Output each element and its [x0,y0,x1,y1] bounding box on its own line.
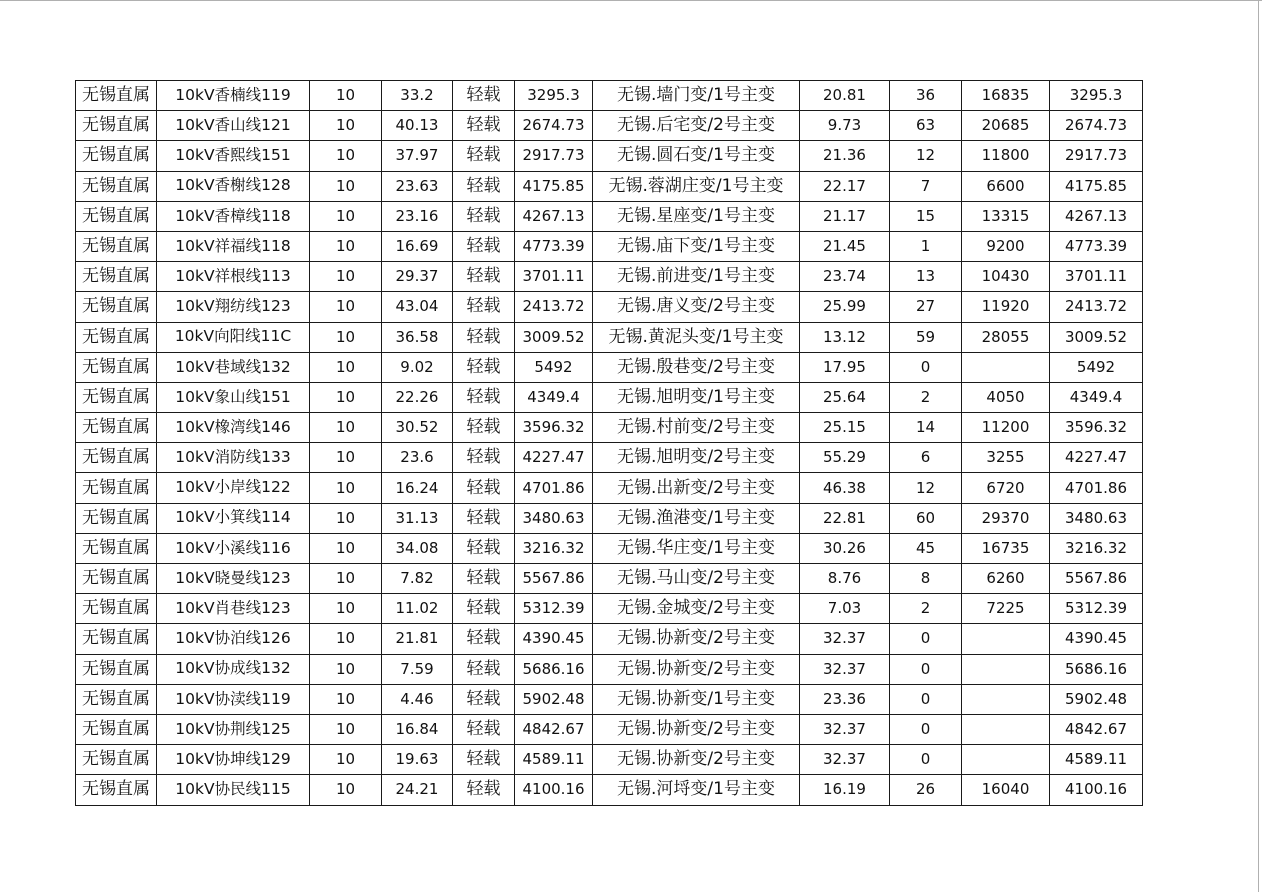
cell-substation: 无锡.星座变/1号主变 [593,201,800,231]
cell-user-capacity: 6600 [962,171,1050,201]
cell-voltage: 10 [310,714,382,744]
table-row [76,624,1143,654]
cell-line: 10kV小箕线114 [157,503,310,533]
cell-line: 10kV晓曼线123 [157,564,310,594]
cell-available-capacity: 3480.63 [1050,503,1143,533]
cell-line: 10kV祥根线113 [157,262,310,292]
cell-capacity: 4390.45 [515,624,593,654]
cell-substation: 无锡.马山变/2号主变 [593,564,800,594]
table-body [76,81,1143,806]
cell-substation: 无锡.协新变/2号主变 [593,745,800,775]
cell-substation: 无锡.唐义变/2号主变 [593,292,800,322]
cell-capacity: 4227.47 [515,443,593,473]
cell-transformer-rate: 21.17 [800,201,890,231]
table-row [76,141,1143,171]
cell-load-rate: 40.13 [382,111,453,141]
cell-load-status: 轻载 [453,775,515,805]
cell-unit: 无锡直属 [76,413,157,443]
cell-user-capacity: 16040 [962,775,1050,805]
cell-substation: 无锡.协新变/2号主变 [593,654,800,684]
cell-voltage: 10 [310,473,382,503]
cell-capacity: 2674.73 [515,111,593,141]
cell-available-capacity: 5492 [1050,352,1143,382]
cell-user-count: 0 [890,684,962,714]
cell-user-capacity: 3255 [962,443,1050,473]
table-row [76,171,1143,201]
cell-line: 10kV肖巷线123 [157,594,310,624]
table-row [76,231,1143,261]
cell-voltage: 10 [310,564,382,594]
cell-substation: 无锡.旭明变/1号主变 [593,382,800,412]
cell-capacity: 4175.85 [515,171,593,201]
cell-user-count: 26 [890,775,962,805]
cell-capacity: 2917.73 [515,141,593,171]
cell-unit: 无锡直属 [76,231,157,261]
cell-user-count: 12 [890,141,962,171]
cell-load-status: 轻载 [453,564,515,594]
cell-available-capacity: 4175.85 [1050,171,1143,201]
cell-available-capacity: 2674.73 [1050,111,1143,141]
cell-load-status: 轻载 [453,533,515,563]
cell-user-capacity: 9200 [962,231,1050,261]
cell-unit: 无锡直属 [76,262,157,292]
cell-transformer-rate: 32.37 [800,624,890,654]
cell-transformer-rate: 22.81 [800,503,890,533]
table-row [76,594,1143,624]
cell-load-status: 轻载 [453,473,515,503]
cell-capacity: 3701.11 [515,262,593,292]
cell-load-status: 轻载 [453,111,515,141]
cell-voltage: 10 [310,382,382,412]
cell-substation: 无锡.出新变/2号主变 [593,473,800,503]
cell-user-capacity [962,624,1050,654]
cell-voltage: 10 [310,201,382,231]
cell-voltage: 10 [310,141,382,171]
cell-available-capacity: 3701.11 [1050,262,1143,292]
cell-unit: 无锡直属 [76,111,157,141]
cell-user-capacity: 20685 [962,111,1050,141]
cell-substation: 无锡.前进变/1号主变 [593,262,800,292]
cell-voltage: 10 [310,81,382,111]
cell-unit: 无锡直属 [76,141,157,171]
cell-load-rate: 22.26 [382,382,453,412]
table-row [76,262,1143,292]
cell-load-status: 轻载 [453,81,515,111]
cell-capacity: 3216.32 [515,533,593,563]
cell-user-capacity: 16835 [962,81,1050,111]
page-right-border [1258,0,1259,892]
cell-user-capacity [962,745,1050,775]
cell-transformer-rate: 32.37 [800,714,890,744]
cell-transformer-rate: 20.81 [800,81,890,111]
cell-load-rate: 11.02 [382,594,453,624]
cell-substation: 无锡.黄泥头变/1号主变 [593,322,800,352]
cell-unit: 无锡直属 [76,533,157,563]
cell-substation: 无锡.渔港变/1号主变 [593,503,800,533]
cell-user-count: 2 [890,382,962,412]
cell-voltage: 10 [310,292,382,322]
cell-substation: 无锡.圆石变/1号主变 [593,141,800,171]
cell-available-capacity: 4390.45 [1050,624,1143,654]
table-row [76,714,1143,744]
cell-unit: 无锡直属 [76,292,157,322]
cell-capacity: 3596.32 [515,413,593,443]
cell-voltage: 10 [310,111,382,141]
cell-capacity: 2413.72 [515,292,593,322]
cell-capacity: 4842.67 [515,714,593,744]
cell-user-count: 0 [890,654,962,684]
cell-capacity: 3295.3 [515,81,593,111]
cell-capacity: 4773.39 [515,231,593,261]
cell-voltage: 10 [310,322,382,352]
cell-line: 10kV向阳线11C [157,322,310,352]
cell-load-status: 轻载 [453,382,515,412]
cell-load-rate: 23.6 [382,443,453,473]
cell-available-capacity: 4701.86 [1050,473,1143,503]
cell-transformer-rate: 21.36 [800,141,890,171]
cell-voltage: 10 [310,684,382,714]
table-row [76,503,1143,533]
cell-available-capacity: 5902.48 [1050,684,1143,714]
cell-line: 10kV翔纺线123 [157,292,310,322]
cell-load-status: 轻载 [453,503,515,533]
cell-unit: 无锡直属 [76,503,157,533]
cell-unit: 无锡直属 [76,382,157,412]
cell-line: 10kV祥福线118 [157,231,310,261]
cell-load-rate: 7.82 [382,564,453,594]
cell-transformer-rate: 9.73 [800,111,890,141]
cell-user-capacity [962,684,1050,714]
cell-line: 10kV小溪线116 [157,533,310,563]
cell-user-capacity: 10430 [962,262,1050,292]
cell-load-rate: 36.58 [382,322,453,352]
cell-transformer-rate: 25.64 [800,382,890,412]
cell-user-count: 14 [890,413,962,443]
cell-capacity: 3009.52 [515,322,593,352]
cell-voltage: 10 [310,775,382,805]
cell-unit: 无锡直属 [76,714,157,744]
cell-transformer-rate: 32.37 [800,654,890,684]
cell-line: 10kV协坤线129 [157,745,310,775]
cell-load-rate: 43.04 [382,292,453,322]
cell-substation: 无锡.华庄变/1号主变 [593,533,800,563]
cell-unit: 无锡直属 [76,654,157,684]
cell-capacity: 4349.4 [515,382,593,412]
table-row [76,564,1143,594]
cell-substation: 无锡.村前变/2号主变 [593,413,800,443]
cell-line: 10kV协荆线125 [157,714,310,744]
cell-substation: 无锡.协新变/2号主变 [593,714,800,744]
cell-user-capacity: 11800 [962,141,1050,171]
cell-unit: 无锡直属 [76,473,157,503]
cell-load-rate: 16.84 [382,714,453,744]
cell-unit: 无锡直属 [76,443,157,473]
cell-capacity: 4701.86 [515,473,593,503]
cell-user-capacity [962,654,1050,684]
cell-load-rate: 24.21 [382,775,453,805]
cell-user-count: 6 [890,443,962,473]
cell-unit: 无锡直属 [76,81,157,111]
cell-user-count: 12 [890,473,962,503]
cell-available-capacity: 5312.39 [1050,594,1143,624]
table-row [76,654,1143,684]
cell-user-count: 45 [890,533,962,563]
cell-capacity: 5686.16 [515,654,593,684]
cell-load-rate: 37.97 [382,141,453,171]
cell-voltage: 10 [310,624,382,654]
cell-user-count: 8 [890,564,962,594]
cell-load-status: 轻载 [453,231,515,261]
cell-voltage: 10 [310,654,382,684]
cell-voltage: 10 [310,413,382,443]
cell-available-capacity: 4589.11 [1050,745,1143,775]
cell-capacity: 5902.48 [515,684,593,714]
cell-line: 10kV消防线133 [157,443,310,473]
cell-load-rate: 23.63 [382,171,453,201]
cell-voltage: 10 [310,533,382,563]
table-row [76,111,1143,141]
cell-transformer-rate: 25.99 [800,292,890,322]
table-row [76,684,1143,714]
cell-user-capacity: 16735 [962,533,1050,563]
cell-available-capacity: 5686.16 [1050,654,1143,684]
cell-transformer-rate: 32.37 [800,745,890,775]
cell-load-rate: 9.02 [382,352,453,382]
cell-load-status: 轻载 [453,594,515,624]
cell-load-rate: 34.08 [382,533,453,563]
cell-user-count: 59 [890,322,962,352]
cell-voltage: 10 [310,262,382,292]
page-top-border [0,0,1262,1]
cell-transformer-rate: 23.74 [800,262,890,292]
cell-load-rate: 16.69 [382,231,453,261]
cell-user-count: 1 [890,231,962,261]
cell-voltage: 10 [310,443,382,473]
cell-line: 10kV协成线132 [157,654,310,684]
cell-transformer-rate: 8.76 [800,564,890,594]
cell-transformer-rate: 21.45 [800,231,890,261]
cell-available-capacity: 2413.72 [1050,292,1143,322]
cell-available-capacity: 5567.86 [1050,564,1143,594]
cell-load-status: 轻载 [453,714,515,744]
cell-transformer-rate: 23.36 [800,684,890,714]
cell-substation: 无锡.蓉湖庄变/1号主变 [593,171,800,201]
cell-unit: 无锡直属 [76,201,157,231]
cell-capacity: 4589.11 [515,745,593,775]
cell-load-rate: 23.16 [382,201,453,231]
cell-transformer-rate: 25.15 [800,413,890,443]
cell-user-capacity: 6720 [962,473,1050,503]
cell-user-capacity [962,352,1050,382]
cell-line: 10kV香楠线119 [157,81,310,111]
cell-voltage: 10 [310,171,382,201]
cell-voltage: 10 [310,352,382,382]
cell-available-capacity: 3216.32 [1050,533,1143,563]
cell-load-rate: 21.81 [382,624,453,654]
cell-load-status: 轻载 [453,624,515,654]
cell-transformer-rate: 16.19 [800,775,890,805]
cell-load-rate: 7.59 [382,654,453,684]
cell-capacity: 4267.13 [515,201,593,231]
cell-line: 10kV巷域线132 [157,352,310,382]
table-row [76,352,1143,382]
table-row [76,81,1143,111]
cell-user-capacity: 7225 [962,594,1050,624]
cell-available-capacity: 4773.39 [1050,231,1143,261]
cell-available-capacity: 4267.13 [1050,201,1143,231]
cell-line: 10kV协泊线126 [157,624,310,654]
cell-user-capacity: 28055 [962,322,1050,352]
cell-user-capacity: 13315 [962,201,1050,231]
cell-user-capacity: 11200 [962,413,1050,443]
cell-transformer-rate: 55.29 [800,443,890,473]
cell-voltage: 10 [310,503,382,533]
cell-user-count: 15 [890,201,962,231]
cell-unit: 无锡直属 [76,684,157,714]
table-row [76,745,1143,775]
cell-load-status: 轻载 [453,322,515,352]
cell-load-rate: 30.52 [382,413,453,443]
cell-line: 10kV香熙线151 [157,141,310,171]
table-row [76,443,1143,473]
cell-user-count: 13 [890,262,962,292]
feeder-load-table [75,80,1143,806]
table-row [76,533,1143,563]
cell-line: 10kV香樟线118 [157,201,310,231]
cell-substation: 无锡.庙下变/1号主变 [593,231,800,261]
cell-unit: 无锡直属 [76,564,157,594]
cell-load-rate: 19.63 [382,745,453,775]
cell-substation: 无锡.河埒变/1号主变 [593,775,800,805]
cell-load-rate: 16.24 [382,473,453,503]
cell-available-capacity: 4100.16 [1050,775,1143,805]
cell-load-status: 轻载 [453,654,515,684]
cell-transformer-rate: 30.26 [800,533,890,563]
cell-transformer-rate: 7.03 [800,594,890,624]
cell-substation: 无锡.金城变/2号主变 [593,594,800,624]
cell-user-count: 0 [890,745,962,775]
table-row [76,413,1143,443]
cell-capacity: 3480.63 [515,503,593,533]
cell-load-status: 轻载 [453,292,515,322]
cell-line: 10kV协渎线119 [157,684,310,714]
cell-transformer-rate: 17.95 [800,352,890,382]
cell-line: 10kV象山线151 [157,382,310,412]
cell-user-capacity: 4050 [962,382,1050,412]
cell-substation: 无锡.殷巷变/2号主变 [593,352,800,382]
cell-load-status: 轻载 [453,201,515,231]
cell-substation: 无锡.协新变/1号主变 [593,684,800,714]
cell-line: 10kV香山线121 [157,111,310,141]
cell-load-status: 轻载 [453,262,515,292]
table-row [76,382,1143,412]
cell-available-capacity: 2917.73 [1050,141,1143,171]
cell-voltage: 10 [310,231,382,261]
cell-available-capacity: 4349.4 [1050,382,1143,412]
cell-load-status: 轻载 [453,443,515,473]
cell-user-capacity: 6260 [962,564,1050,594]
cell-capacity: 5567.86 [515,564,593,594]
cell-user-capacity [962,714,1050,744]
cell-substation: 无锡.旭明变/2号主变 [593,443,800,473]
cell-line: 10kV橡湾线146 [157,413,310,443]
cell-user-count: 27 [890,292,962,322]
cell-transformer-rate: 22.17 [800,171,890,201]
cell-line: 10kV协民线115 [157,775,310,805]
table-row [76,775,1143,805]
cell-user-count: 0 [890,352,962,382]
table-row [76,292,1143,322]
cell-unit: 无锡直属 [76,775,157,805]
cell-user-capacity: 11920 [962,292,1050,322]
cell-load-status: 轻载 [453,684,515,714]
table-row [76,201,1143,231]
cell-available-capacity: 4227.47 [1050,443,1143,473]
cell-load-status: 轻载 [453,141,515,171]
cell-load-rate: 4.46 [382,684,453,714]
cell-load-status: 轻载 [453,171,515,201]
cell-substation: 无锡.墙门变/1号主变 [593,81,800,111]
cell-unit: 无锡直属 [76,171,157,201]
cell-load-status: 轻载 [453,352,515,382]
cell-transformer-rate: 46.38 [800,473,890,503]
cell-user-count: 0 [890,624,962,654]
table-row [76,473,1143,503]
cell-available-capacity: 3009.52 [1050,322,1143,352]
cell-capacity: 4100.16 [515,775,593,805]
cell-unit: 无锡直属 [76,352,157,382]
cell-load-rate: 31.13 [382,503,453,533]
cell-substation: 无锡.协新变/2号主变 [593,624,800,654]
cell-user-count: 60 [890,503,962,533]
table-row [76,322,1143,352]
cell-user-count: 7 [890,171,962,201]
cell-load-status: 轻载 [453,745,515,775]
cell-line: 10kV香榭线128 [157,171,310,201]
cell-voltage: 10 [310,594,382,624]
cell-load-rate: 33.2 [382,81,453,111]
cell-line: 10kV小岸线122 [157,473,310,503]
cell-user-count: 36 [890,81,962,111]
cell-unit: 无锡直属 [76,594,157,624]
cell-user-count: 0 [890,714,962,744]
cell-available-capacity: 3295.3 [1050,81,1143,111]
cell-available-capacity: 3596.32 [1050,413,1143,443]
cell-unit: 无锡直属 [76,322,157,352]
cell-user-count: 2 [890,594,962,624]
cell-voltage: 10 [310,745,382,775]
cell-load-status: 轻载 [453,413,515,443]
cell-capacity: 5492 [515,352,593,382]
cell-unit: 无锡直属 [76,745,157,775]
cell-transformer-rate: 13.12 [800,322,890,352]
cell-load-rate: 29.37 [382,262,453,292]
cell-user-capacity: 29370 [962,503,1050,533]
cell-capacity: 5312.39 [515,594,593,624]
cell-substation: 无锡.后宅变/2号主变 [593,111,800,141]
cell-user-count: 63 [890,111,962,141]
cell-available-capacity: 4842.67 [1050,714,1143,744]
cell-unit: 无锡直属 [76,624,157,654]
